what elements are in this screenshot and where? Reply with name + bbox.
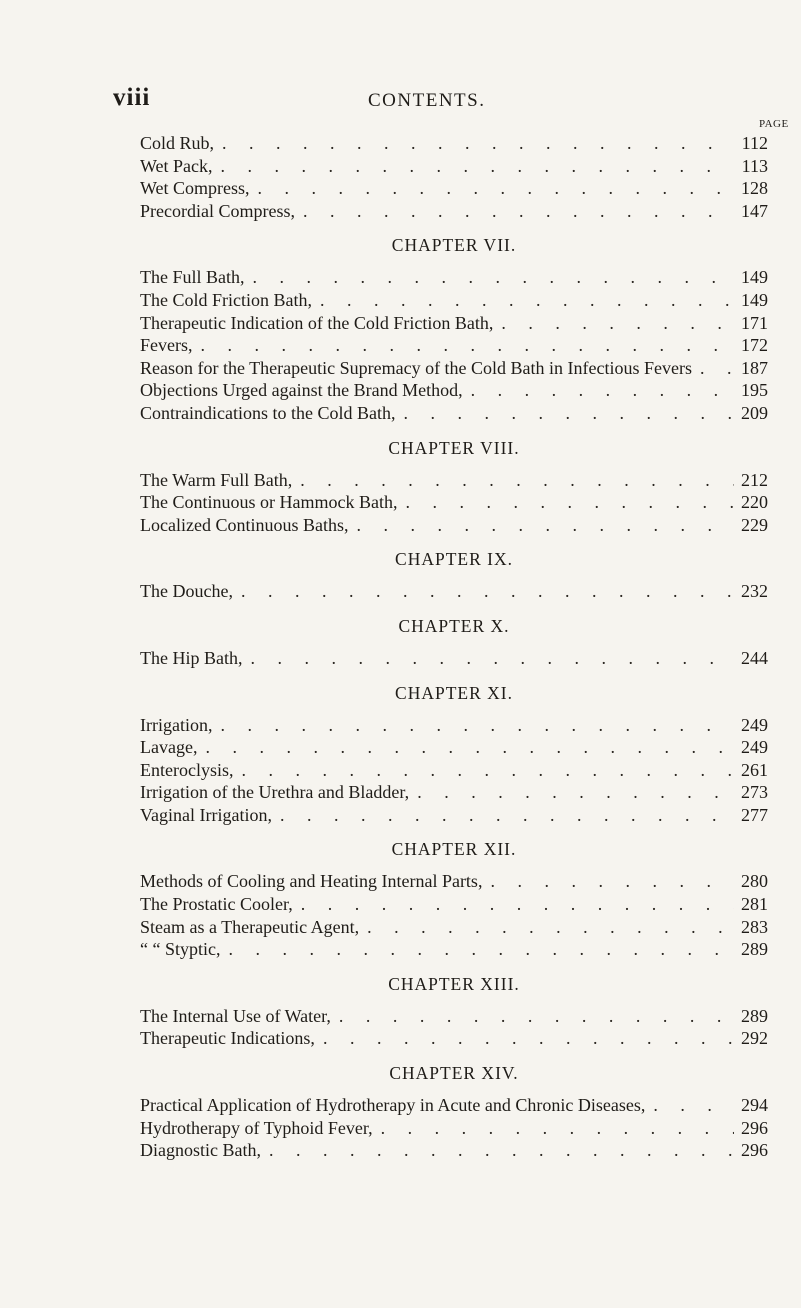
toc-entry-page: 149	[741, 289, 768, 310]
dot-leader	[359, 916, 734, 939]
toc-entry	[140, 334, 768, 357]
toc-entry-page: 128	[741, 178, 768, 199]
toc-entry-page: 249	[741, 714, 768, 735]
dot-leader	[397, 491, 734, 514]
toc-entry-page: 149	[741, 267, 768, 288]
toc-entry-page: 277	[741, 804, 768, 825]
toc-entry	[140, 714, 768, 737]
dot-leader	[292, 469, 734, 492]
dot-leader	[213, 155, 734, 178]
toc-entry-page: 294	[741, 1095, 768, 1116]
chapter-heading: CHAPTER IX.	[395, 549, 513, 570]
toc-entry	[140, 469, 768, 492]
dot-leader	[233, 759, 734, 782]
toc-entry-page: 289	[741, 1005, 768, 1026]
toc-entry-page: 296	[741, 1117, 768, 1138]
toc-entry-page: 289	[741, 939, 768, 960]
toc-entry-page: 280	[741, 871, 768, 892]
toc-entry-page: 292	[741, 1028, 768, 1049]
toc-entry	[140, 402, 768, 425]
dot-leader	[197, 736, 734, 759]
dot-leader	[692, 357, 734, 380]
toc-entry-title: Localized Continuous Baths,	[140, 514, 349, 535]
chapter-heading: CHAPTER VII.	[391, 235, 517, 256]
toc-entry	[140, 736, 768, 759]
toc-entry-page: 171	[741, 312, 768, 333]
dot-leader	[373, 1117, 734, 1140]
toc-entry-title: Vaginal Irrigation,	[140, 804, 272, 825]
dot-leader	[463, 379, 734, 402]
toc-entry-page: 261	[741, 759, 768, 780]
toc-entry-title: Wet Pack,	[140, 155, 213, 176]
toc-entry-title: Steam as a Therapeutic Agent,	[140, 916, 360, 937]
toc-entry-page: 273	[741, 782, 768, 803]
dot-leader	[242, 647, 734, 670]
toc-entry	[140, 200, 768, 223]
dot-leader	[212, 714, 734, 737]
dot-leader	[348, 514, 734, 537]
toc-entry	[140, 647, 768, 670]
toc-entry	[140, 312, 768, 335]
dot-leader	[245, 266, 735, 289]
chapter-heading: CHAPTER X.	[398, 615, 510, 636]
toc-entry-title: Irrigation of the Urethra and Bladder,	[140, 782, 410, 803]
dot-leader	[261, 1139, 734, 1162]
toc-entry	[140, 1139, 768, 1162]
dot-leader	[331, 1005, 734, 1028]
toc-entry-page: 113	[741, 155, 768, 176]
toc-entry	[140, 804, 768, 827]
toc-entry	[140, 1027, 768, 1050]
toc-entry	[140, 759, 768, 782]
dot-leader	[315, 1027, 734, 1050]
toc-entry-title: Hydrotherapy of Typhoid Fever,	[140, 1117, 373, 1138]
chapter-heading: CHAPTER XIV.	[389, 1063, 519, 1084]
toc-entry	[140, 781, 768, 804]
toc-entry-title: The Continuous or Hammock Bath,	[140, 492, 398, 513]
toc-entry-page: 229	[741, 514, 768, 535]
toc-entry	[140, 1117, 768, 1140]
toc-entry-title: Objections Urged against the Brand Method,	[140, 380, 463, 401]
toc-entry-title: Reason for the Therapeutic Supremacy of the Cold Bath in Infectious Fevers	[140, 357, 693, 378]
chapter-heading: CHAPTER XI.	[395, 682, 513, 703]
dot-leader	[214, 132, 734, 155]
toc-entry-title: Practical Application of Hydrotherapy in Acute and Chronic Diseases,	[140, 1095, 646, 1116]
toc-entry-page: 209	[741, 402, 768, 423]
toc-entry-page: 281	[741, 894, 768, 915]
toc-entry-title: The Internal Use of Water,	[140, 1005, 331, 1026]
toc-entry-title: The Cold Friction Bath,	[140, 289, 312, 310]
toc-entry	[140, 1005, 768, 1028]
toc-entry	[140, 289, 768, 312]
toc-entry-title: The Prostatic Cooler,	[140, 894, 293, 915]
toc-entry-page: 212	[741, 469, 768, 490]
dot-leader	[250, 177, 734, 200]
toc-entry	[140, 938, 768, 961]
page-number: viii	[113, 84, 151, 111]
dot-leader	[220, 938, 734, 961]
running-title: CONTENTS.	[368, 90, 486, 111]
toc-entry-title: Therapeutic Indications,	[140, 1028, 315, 1049]
toc-entry	[140, 177, 768, 200]
toc-entry	[140, 266, 768, 289]
toc-entry	[140, 1094, 768, 1117]
toc-entry-page: 220	[741, 492, 768, 513]
toc-entry	[140, 491, 768, 514]
toc-entry-title: The Full Bath,	[140, 267, 245, 288]
toc-entry-page: 187	[741, 357, 768, 378]
toc-entry-title: Contraindications to the Cold Bath,	[140, 402, 396, 423]
dot-leader	[409, 781, 734, 804]
toc-entry-page: 283	[741, 916, 768, 937]
toc-entry-title: Wet Compress,	[140, 178, 250, 199]
toc-entry-title: Irrigation,	[140, 714, 213, 735]
toc-entry	[140, 155, 768, 178]
toc-entry	[140, 580, 768, 603]
chapter-heading: CHAPTER XIII.	[388, 973, 520, 994]
toc-entry-title: The Warm Full Bath,	[140, 469, 293, 490]
toc-entry-title: Cold Rub,	[140, 133, 215, 153]
toc-entry	[140, 379, 768, 402]
toc-entry	[140, 870, 768, 893]
dot-leader	[272, 804, 734, 827]
toc-entry	[140, 132, 768, 155]
dot-leader	[293, 893, 734, 916]
toc-entry-page: 296	[741, 1140, 768, 1161]
dot-leader	[295, 200, 734, 223]
toc-entry-title: The Douche,	[140, 581, 233, 602]
toc-entry-page: 232	[741, 581, 768, 602]
toc-entry-page: 112	[741, 133, 768, 153]
dot-leader	[493, 312, 734, 335]
dot-leader	[482, 870, 734, 893]
table-of-contents	[140, 132, 768, 1162]
toc-entry-page: 172	[741, 335, 768, 356]
toc-entry-title: Diagnostic Bath,	[140, 1140, 261, 1161]
toc-entry-page: 195	[741, 380, 768, 401]
dot-leader	[645, 1094, 734, 1117]
toc-entry-page: 147	[741, 200, 768, 221]
dot-leader	[312, 289, 734, 312]
toc-entry-title: Fevers,	[140, 335, 193, 356]
toc-entry-title: Lavage,	[140, 737, 198, 758]
dot-leader	[395, 402, 734, 425]
toc-entry-page: 249	[741, 737, 768, 758]
page-column-label: PAGE	[759, 118, 789, 130]
toc-entry-title: Enteroclysis,	[140, 759, 234, 780]
toc-entry	[140, 893, 768, 916]
chapter-heading: CHAPTER VIII.	[388, 437, 520, 458]
toc-entry	[140, 514, 768, 537]
toc-entry-page: 244	[741, 647, 768, 668]
toc-entry-title: Methods of Cooling and Heating Internal Parts,	[140, 871, 483, 892]
toc-entry-title: Precordial Compress,	[140, 200, 295, 221]
toc-entry	[140, 357, 768, 380]
toc-entry-title: The Hip Bath,	[140, 647, 243, 668]
dot-leader	[233, 580, 734, 603]
toc-entry	[140, 916, 768, 939]
toc-entry-title: Therapeutic Indication of the Cold Friction Bath,	[140, 312, 494, 333]
dot-leader	[193, 334, 735, 357]
toc-entry-title: “ “ Styptic,	[140, 939, 221, 960]
chapter-heading: CHAPTER XII.	[391, 839, 517, 860]
